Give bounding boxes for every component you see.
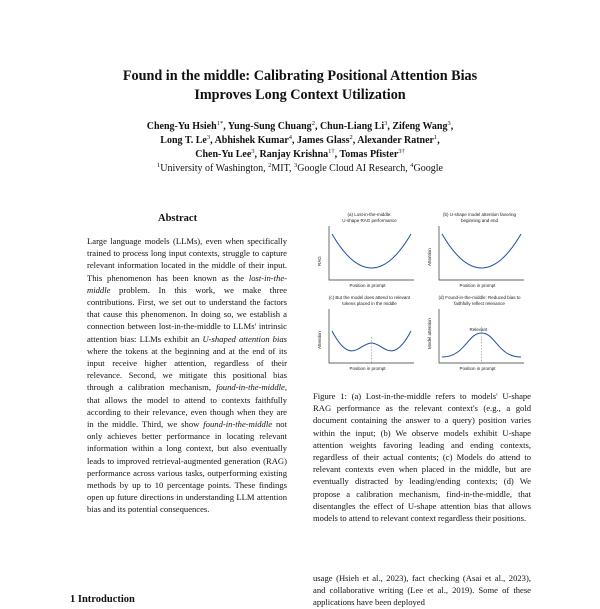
affiliation-mark: 3 xyxy=(293,162,298,169)
affiliations xyxy=(40,162,560,175)
author-separator: , xyxy=(437,135,440,146)
author-separator: , xyxy=(223,121,228,132)
panel-xlabel: Position in prompt xyxy=(459,283,496,288)
author-affiliation-mark: 1 xyxy=(433,134,438,141)
emphasized-term: found-in-the-middle xyxy=(216,382,285,393)
panel-plot xyxy=(425,212,530,292)
author-name: Long T. Le xyxy=(160,135,207,146)
author-affiliation-mark: 3 xyxy=(447,120,451,127)
panel-ylabel: Attention xyxy=(317,331,322,349)
emphasized-term: lost-in-the-middle xyxy=(87,272,287,295)
title-line-1: Found in the middle: Calibrating Positional Attention Bias xyxy=(122,68,478,84)
affiliation-mark: 4 xyxy=(410,162,414,169)
author-name: Zifeng Wang xyxy=(392,121,448,132)
emphasized-term: U-shaped attention bias xyxy=(202,333,287,344)
panel-xlabel: Position in prompt xyxy=(349,283,386,288)
paper-title xyxy=(40,67,560,105)
author-name: James Glass xyxy=(297,135,350,146)
panel-title: (c) But the model does attend to relevant tokens placed in the middle xyxy=(328,295,411,306)
author-affiliation-mark: 2 xyxy=(311,120,315,127)
panel-annotation: Relevant xyxy=(469,327,488,332)
text-run: problem. In this work, we make three contributions. First, we set out to understand the factors that cause this phenomenon. In doing so, we establish a connection between lost-in-the-middle to LLMs' intrinsic attention bias: LLMs exhibit an xyxy=(87,284,287,344)
affiliation-name: University of Washington, xyxy=(160,163,269,174)
author-list xyxy=(40,120,560,162)
author-separator: , xyxy=(292,135,298,146)
text-run: where the tokens at the beginning and at the end of its input receive higher attention, regardless of their relevance. Second, we mitigate this positional bias through a calibration mechanism, xyxy=(87,345,287,393)
author-separator: , xyxy=(210,135,215,146)
section-heading-introduction: 1 Introduction xyxy=(70,594,135,605)
author-name: Cheng-Yu Hsieh xyxy=(146,121,217,132)
author-separator: , xyxy=(352,135,358,146)
panel-ylabel: Model attention xyxy=(427,318,432,349)
panel-plot xyxy=(425,295,530,375)
author-name: Abhishek Kumar xyxy=(214,135,289,146)
affiliation-name: MIT, xyxy=(271,163,294,174)
author-separator: , xyxy=(334,149,340,160)
text-run: , that allows the model to attend to contexts faithfully according to their relevance, even though when they are in the middle. Third, we show xyxy=(87,382,287,430)
author-name: Alexander Ratner xyxy=(357,135,434,146)
affiliation-name: Google xyxy=(413,163,443,174)
panel-title: (d) Found-in-the-middle: Reduced bias to faithfully reflect relevance xyxy=(438,295,521,306)
author-affiliation-mark: 2 xyxy=(349,134,353,141)
panel-plot xyxy=(315,212,420,292)
affiliation-mark: 2 xyxy=(268,162,272,169)
panel-title: (a) Lost-in-the-middle: U-shape RAG performance xyxy=(342,212,397,223)
author-name: Chun-Liang Li xyxy=(319,121,385,132)
plot-axes xyxy=(329,226,414,280)
author-name: Ranjay Krishna xyxy=(259,149,329,160)
author-separator: , xyxy=(450,121,454,132)
figure-panel xyxy=(315,295,420,375)
author-affiliation-mark: 3 xyxy=(251,148,255,155)
plot-axes xyxy=(439,226,524,280)
author-affiliation-mark: 1† xyxy=(328,148,335,155)
text-run: Large language models (LLMs), even when specifically trained to process long input contexts, struggle to capture relevant information located in the middle of their input. This phenomenon has been known as the xyxy=(87,236,287,283)
plot-curve xyxy=(442,234,521,268)
panel-plot xyxy=(315,295,420,375)
author-separator: , xyxy=(314,121,320,132)
figure-panel xyxy=(425,212,530,292)
author-affiliation-mark: 3 xyxy=(384,120,388,127)
text-run: not only achieves better performance in locating relevant information within a long context, but also eventually leads to improved retrieval-augmented generation (RAG) performance across various tasks, outperforming existing methods by up to 10 percentage points. These findings open up future directions in understanding LLM attention bias and its potential consequences. xyxy=(87,419,287,515)
figure-panel xyxy=(315,212,420,292)
panel-ylabel: RAG xyxy=(317,256,322,266)
author-separator: , xyxy=(254,149,260,160)
author-affiliation-mark: 3 xyxy=(206,134,211,141)
emphasized-term: found-in-the-middle xyxy=(203,419,273,430)
author-affiliation-mark: 1* xyxy=(216,120,224,127)
figure-caption xyxy=(313,390,531,524)
panel-xlabel: Position in prompt xyxy=(459,366,496,371)
abstract-heading: Abstract xyxy=(158,213,198,224)
title-line-2: Improves Long Context Utilization xyxy=(194,87,406,103)
figure-panel xyxy=(425,295,530,375)
plot-curve xyxy=(332,234,411,268)
abstract-body xyxy=(87,235,287,516)
body-text-right: usage (Hsieh et al., 2023), fact checking (Asai et al., 2023), and collaborative writing (Lee et al., 2019). Some of these applications have been deployed xyxy=(313,573,531,608)
author-name: Tomas Pfister xyxy=(339,149,399,160)
text-run: Figure 1: (a) Lost-in-the-middle refers to models' U-shape RAG performance as the relevant context's (e.g., a gold document containing the answer to a query) position varies within the input; (b) We observe models exhibit U-shape attention weights favoring leading and ending contexts, regardless of their actual contents; (c) Models do attend to relevant contexts even when placed in the middle, but are eventually distracted by leading/ending contexts; (d) We propose a calibration mechanism, find-in-the-middle, that disentangles the effect of U-shape attention bias that allows models to attend to relevant context regardless their positions. xyxy=(313,391,531,524)
panel-ylabel: Attention xyxy=(427,248,432,266)
author-separator: , xyxy=(387,121,393,132)
author-affiliation-mark: 3† xyxy=(398,148,405,155)
panel-title: (b) U-shape model attention favoring beginning and end xyxy=(442,212,517,223)
author-name: Yung-Sung Chuang xyxy=(227,121,312,132)
author-name: Chen-Yu Lee xyxy=(195,149,252,160)
panel-xlabel: Position in prompt xyxy=(349,366,386,371)
plot-axes xyxy=(329,309,414,363)
affiliation-mark: 1 xyxy=(157,162,161,169)
affiliation-name: Google Cloud AI Research, xyxy=(297,163,411,174)
author-affiliation-mark: 4 xyxy=(288,134,293,141)
